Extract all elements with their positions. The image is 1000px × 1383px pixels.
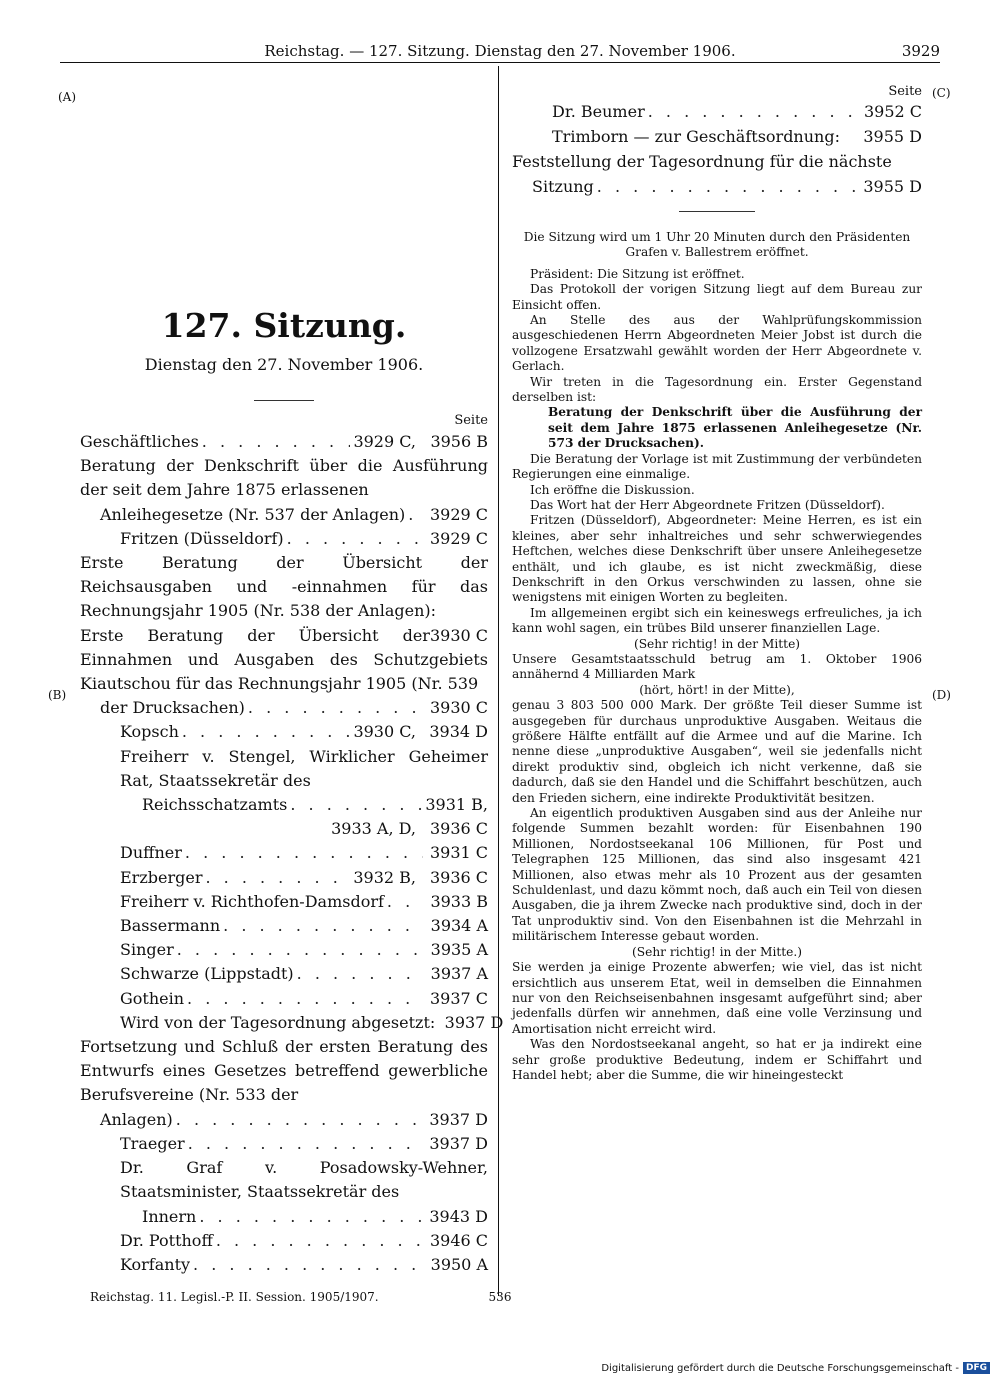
seite-label-right: Seite [888,84,922,99]
toc-entry [80,1253,488,1277]
leader-dots [223,914,423,938]
toc-entry [80,1132,488,1156]
table-of-contents [80,430,504,1277]
paragraph: Das Protokoll der vorigen Sitzung liegt auf dem Bureau zur Einsicht offen. [512,282,922,312]
toc-entry-page: 3937 D [429,1109,488,1129]
leader-dots [193,1253,423,1277]
right-column [512,84,922,1083]
toc-entry-text: Korfanty [120,1254,191,1274]
leader-dots [187,987,423,1011]
toc-entry-text: Bassermann [120,916,221,936]
toc-entry [512,174,922,199]
leader-dots [248,696,423,720]
header-rule [60,62,940,63]
toc-entry-text: der Drucksachen) [100,698,245,718]
toc-entry-text: Erzberger [120,867,203,887]
toc-entry [80,503,488,527]
toc-entry-text: Sitzung [532,177,594,196]
toc-entry [512,124,922,149]
leader-dots [290,793,422,817]
toc-entry-page: 3935 A [430,940,488,960]
toc-entry-text: Kopsch [120,722,179,742]
toc-entry-text: Fortsetzung und Schluß der ersten Beratung des Entwurfs eines Gesetzes betreffend gewerbliche Berufsvereine (Nr. 533 der [80,1037,488,1105]
session-title: 127. Sitzung. [161,306,407,345]
paragraph: genau 3 803 500 000 Mark. Der größte Teil dieser Summe ist ausgegeben für durchaus unproduktive Ausgaben. Weitaus die größere Hälfte entfällt auf die Armee und auf die Marine. Ich nenne diese „unproduktive Ausgaben“, weil sie jedenfalls nicht direkt produktiv sind, obgleich ich nicht verkenne, daß sie dadurch, daß sie den Handel und die Schiffahrt beschützen, auch den Frieden sichern, eine indirekte Produktivität besitzen. [512,698,922,805]
margin-mark-b: (B) [48,688,67,702]
header-title: Reichstag. — 127. Sitzung. Dienstag den 27. November 1906. [264,42,736,60]
paragraph: Sie werden ja einige Prozente abwerfen; wie viel, das ist nicht ersichtlich aus unserem Etat, weil in demselben die Einnahmen nur von den Reichseisenbahnen insgesamt aufgeführt sind; aber jedenfalls dürfen wir annehmen, daß eine volle Verzinsung und Amortisation nicht erreicht wird. [512,960,922,1036]
toc-entry-page: 3934 D [429,722,488,742]
toc-entry-text: Dr. Graf v. Posadowsky-Wehner, Staatsminister, Staatssekretär des [120,1158,488,1202]
toc-entry-page: 3955 D [863,127,922,146]
toc-entry [80,1205,488,1229]
leader-dots [188,1132,423,1156]
leader-dots [185,841,423,865]
toc-entry-page: 3932 B, [353,867,416,887]
toc-entry-text: Dr. Beumer [552,102,645,121]
toc-entry-text: Anleihegesetze (Nr. 537 der Anlagen) [100,504,406,524]
toc-entry-page: 3931 B, [425,795,488,815]
toc-entry [80,914,488,938]
toc-entry [80,817,488,841]
toc-entry [80,793,488,817]
toc-entry-text: Freiherr v. Stengel, Wirklicher Geheimer Rat, Staatssekretär des [120,746,488,790]
toc-entry-page: 3929 C [429,528,488,548]
toc-entry-page: 3950 A [430,1254,488,1274]
footer-imprint: Reichstag. 11. Legisl.-P. II. Session. 1905/1907. [90,1290,379,1304]
session-date: Dienstag den 27. November 1906. [144,355,424,374]
paragraph: An eigentlich produktiven Ausgaben sind aus der Anleihe nur folgende Summen bezahlt worden: für Eisenbahnen 190 Millionen, Nordostseekanal 106 Millionen, für Post und Telegraphen 125 Millionen, das sind also insgesamt 421 Millionen, also etwas mehr als 10 Prozent aus der gesamten Schuldenlast, und dazu kömmt noch, daß auch ein Teil von diesen Ausgaben, die ja ihrem Zwecke nach produktive sind, doch in der Tat unproduktiv sind. Von den Eisenbahnen ist die Mehrzahl in militärischem Interesse gebaut worden. [512,806,922,944]
leader-dots [287,527,423,551]
toc-entry [80,1035,488,1108]
toc-entry-page: 3934 A [430,916,488,936]
toc-entry [80,1156,488,1204]
toc-entry-text: Innern [142,1206,197,1226]
toc-entry [80,720,488,744]
leader-dots [387,890,423,914]
toc-entry-text: Dr. Potthoff [120,1230,213,1250]
leader-dots [176,1108,423,1132]
table-of-contents-continued [512,99,922,199]
digitization-text: Digitalisierung gefördert durch die Deutsche Forschungsgemeinschaft - [601,1362,959,1374]
toc-entry-page: 3930 C [429,698,488,718]
paragraph: (Sehr richtig! in der Mitte.) [632,944,802,959]
toc-entry-page: 3937 D [444,1012,504,1032]
dfg-logo-icon: DFG [963,1362,990,1374]
footer-sheet-number: 536 [488,1290,512,1304]
paragraph: Das Wort hat der Herr Abgeordnete Fritzen (Düsseldorf). [530,497,885,512]
toc-entry [80,938,488,962]
toc-entry-page: 3937 C [429,988,488,1008]
margin-mark-a: (A) [58,90,77,104]
toc-entry-page: 3929 C [429,504,488,524]
paragraph: Beratung der Denkschrift über die Ausführung der seit dem Jahre 1875 erlassenen Anleihegesetze (Nr. 573 der Drucksachen). [548,405,922,451]
toc-entry [80,987,488,1011]
toc-entry-page: 3937 A [430,964,488,984]
paragraph: Was den Nordostseekanal angeht, so hat er ja indirekt eine sehr große produktive Bedeutung, indem er Schiffahrt und Handel hebt; aber die Summe, die wir hineingesteckt [512,1037,922,1082]
toc-entry [80,430,488,454]
toc-entry [80,1011,504,1035]
toc-entry-text: Trimborn — zur Geschäftsordnung: [552,127,840,146]
section-rule [679,211,755,212]
leader-dots [182,720,351,744]
title-rule [254,400,314,401]
toc-entry [80,890,488,914]
toc-entry-page: 3936 C [429,867,488,887]
toc-entry-page: 3933 A, D, [331,819,416,839]
toc-entry-text: Anlagen) [100,1109,173,1129]
paragraph: Ich eröffne die Diskussion. [530,482,695,497]
paragraph: Im allgemeinen ergibt sich ein keineswegs erfreuliches, ja ich kann wohl sagen, ein trübes Bild unserer finanziellen Lage. [512,605,922,636]
leader-dots [408,503,423,527]
toc-entry-page: 3955 D [863,177,922,196]
toc-entry-text: Freiherr v. Richthofen-Damsdorf [120,891,384,911]
leader-dots [199,1205,423,1229]
leader-dots [597,174,861,199]
toc-entry-page: 3936 C [429,819,488,839]
toc-entry-text: Fritzen (Düsseldorf) [120,528,284,548]
toc-entry-text: Geschäftliches [80,432,199,451]
digitization-note [601,1362,990,1374]
toc-entry-text: Singer [120,940,174,960]
leader-dots [648,99,861,124]
toc-entry [80,527,488,551]
toc-entry [80,962,488,986]
toc-entry [80,841,488,865]
toc-entry [80,866,488,890]
paragraph: Die Sitzung wird um 1 Uhr 20 Minuten durch den Präsidenten Grafen v. Ballestrem eröffnet. [523,230,911,260]
paragraph: Fritzen (Düsseldorf), Abgeordneter: Meine Herren, es ist ein kleines, aber sehr inhaltreiches und sehr schwerwiegendes Heftchen, welches diese Denkschrift über unsere Anleihegesetze enthält, und ich glaube, es ist nicht zweckmäßig, diese Denkschrift in den Orkus verschwinden zu lassen, ohne sie wenigstens mit einigen Worten zu begleiten. [512,513,922,605]
toc-entry-text: Duffner [120,843,182,863]
toc-entry [80,745,488,793]
running-header [60,34,940,60]
leader-dots [216,1229,423,1253]
toc-entry-page: 3937 D [429,1133,488,1153]
leader-dots [297,962,423,986]
seite-label: Seite [454,413,488,428]
toc-entry-text: Beratung der Denkschrift über die Ausführung der seit dem Jahre 1875 erlassenen [80,456,488,500]
toc-entry [80,551,488,645]
toc-entry [80,696,488,720]
margin-mark-d: (D) [932,688,951,702]
toc-entry-text: Gothein [120,988,185,1008]
toc-entry-text: Reichsschatzamts [142,795,288,815]
toc-entry-page: 3930 C, [353,722,416,742]
page-number: 3929 [901,42,940,60]
toc-entry [512,99,922,124]
leader-dots [205,866,350,890]
paragraph: Unsere Gesamtstaatsschuld betrug am 1. Oktober 1906 annähernd 4 Milliarden Mark [512,651,922,682]
column-divider [498,66,499,1296]
toc-entry [80,1108,488,1132]
paragraph: (hört, hört! in der Mitte), [639,682,795,697]
toc-entry-text: Erste Beratung der Übersicht der Einnahmen und Ausgaben des Schutzgebiets Kiautschou für das Rechnungsjahr 1905 (Nr. 539 [80,625,488,694]
toc-entry [512,149,922,174]
toc-entry-page: 3930 C [429,625,488,645]
toc-entry-text: Schwarze (Lippstadt) [120,964,294,984]
toc-entry-page: 3943 D [429,1206,488,1226]
proceedings-text [512,230,922,1083]
toc-entry [80,624,488,697]
toc-entry-text: Wird von der Tagesordnung abgesetzt: [120,1012,436,1032]
toc-entry-page: 3931 C [429,843,488,863]
toc-entry-page: 3946 C [429,1230,488,1250]
toc-entry-page: 3929 C, [353,432,416,451]
toc-entry [80,454,488,502]
margin-mark-c: (C) [932,86,951,100]
toc-entry-text: Traeger [120,1133,185,1153]
left-column [80,300,504,1277]
toc-entry-text: Erste Beratung der Übersicht der Reichsausgaben und -einnahmen für das Rechnungsjahr 1905 (Nr. 538 der Anlagen): [80,553,488,621]
toc-entry-page: 3952 C [863,102,922,121]
paragraph: Wir treten in die Tagesordnung ein. Erster Gegenstand derselben ist: [512,374,922,405]
leader-dots [177,938,423,962]
paragraph: Präsident: Die Sitzung ist eröffnet. [530,266,745,281]
paragraph: An Stelle des aus der Wahlprüfungskommission ausgeschiedenen Herrn Abgeordneten Meier Jobst ist durch die vollzogene Ersatzwahl gewählt worden der Herr Abgeordnete v. Gerlach. [512,313,922,374]
toc-entry-text: Feststellung der Tagesordnung für die nächste [512,152,892,171]
toc-entry [80,1229,488,1253]
toc-entry-page: 3956 B [430,432,488,451]
paragraph: Die Beratung der Vorlage ist mit Zustimmung der verbündeten Regierungen eine einmalige. [512,451,922,482]
paragraph: (Sehr richtig! in der Mitte) [633,636,801,651]
leader-dots [202,430,351,454]
toc-entry-page: 3933 B [430,891,488,911]
